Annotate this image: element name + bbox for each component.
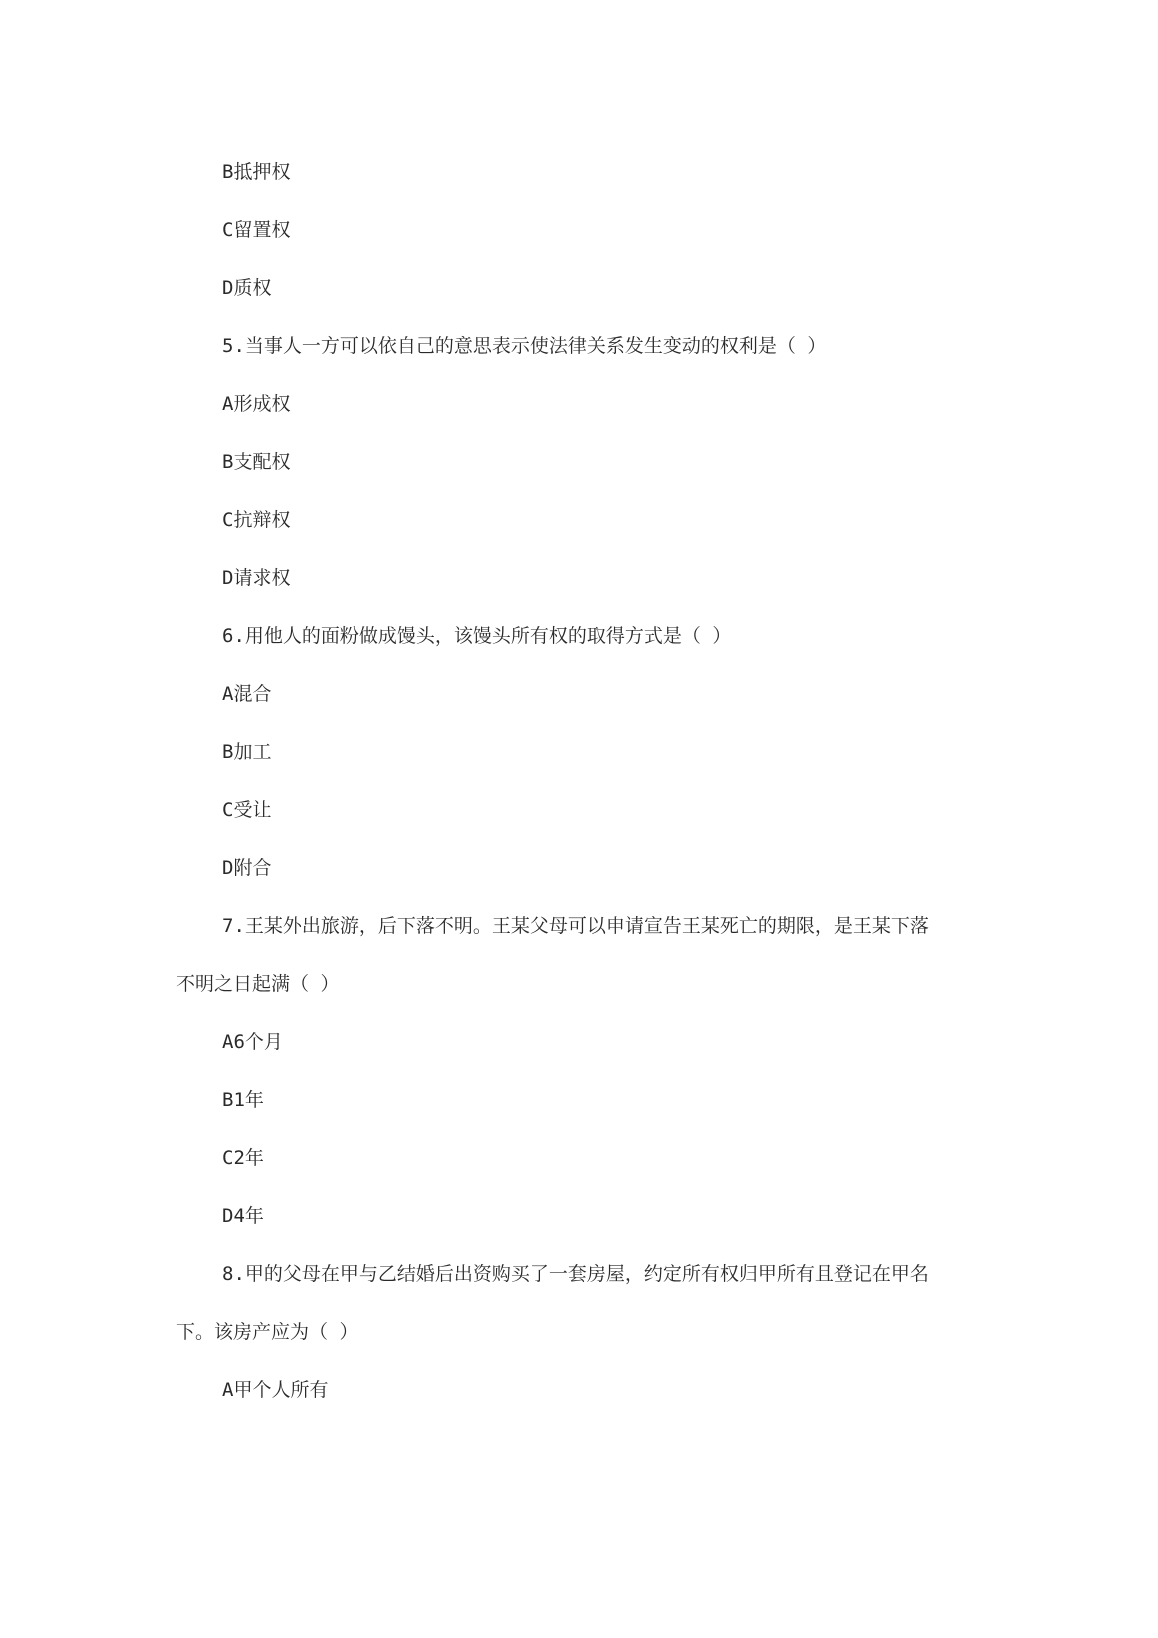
q6-stem: 6.用他人的面粉做成馒头，该馒头所有权的取得方式是（ ） <box>222 625 732 647</box>
q7-option-a: A6个月 <box>222 1031 283 1053</box>
q7-option-b: B1年 <box>222 1089 264 1111</box>
q6-option-c: C受让 <box>222 799 272 821</box>
q4-option-d: D质权 <box>222 277 272 299</box>
q4-option-c: C留置权 <box>222 219 291 241</box>
q8-stem-line2: 下。该房产应为（ ） <box>176 1321 359 1343</box>
q7-option-c: C2年 <box>222 1147 264 1169</box>
q5-option-d: D请求权 <box>222 567 291 589</box>
q5-stem: 5.当事人一方可以依自己的意思表示使法律关系发生变动的权利是（ ） <box>222 335 827 357</box>
q5-option-c: C抗辩权 <box>222 509 291 531</box>
q4-option-b: B抵押权 <box>222 161 291 183</box>
q6-option-a: A混合 <box>222 683 272 705</box>
q7-stem-line2: 不明之日起满（ ） <box>176 973 340 995</box>
q8-stem-line1: 8.甲的父母在甲与乙结婚后出资购买了一套房屋，约定所有权归甲所有且登记在甲名 <box>222 1263 929 1285</box>
q7-option-d: D4年 <box>222 1205 264 1227</box>
q6-option-b: B加工 <box>222 741 272 763</box>
q7-stem-line1: 7.王某外出旅游，后下落不明。王某父母可以申请宣告王某死亡的期限，是王某下落 <box>222 915 929 937</box>
q8-option-a: A甲个人所有 <box>222 1379 329 1401</box>
q6-option-d: D附合 <box>222 857 272 879</box>
q5-option-b: B支配权 <box>222 451 291 473</box>
q5-option-a: A形成权 <box>222 393 291 415</box>
